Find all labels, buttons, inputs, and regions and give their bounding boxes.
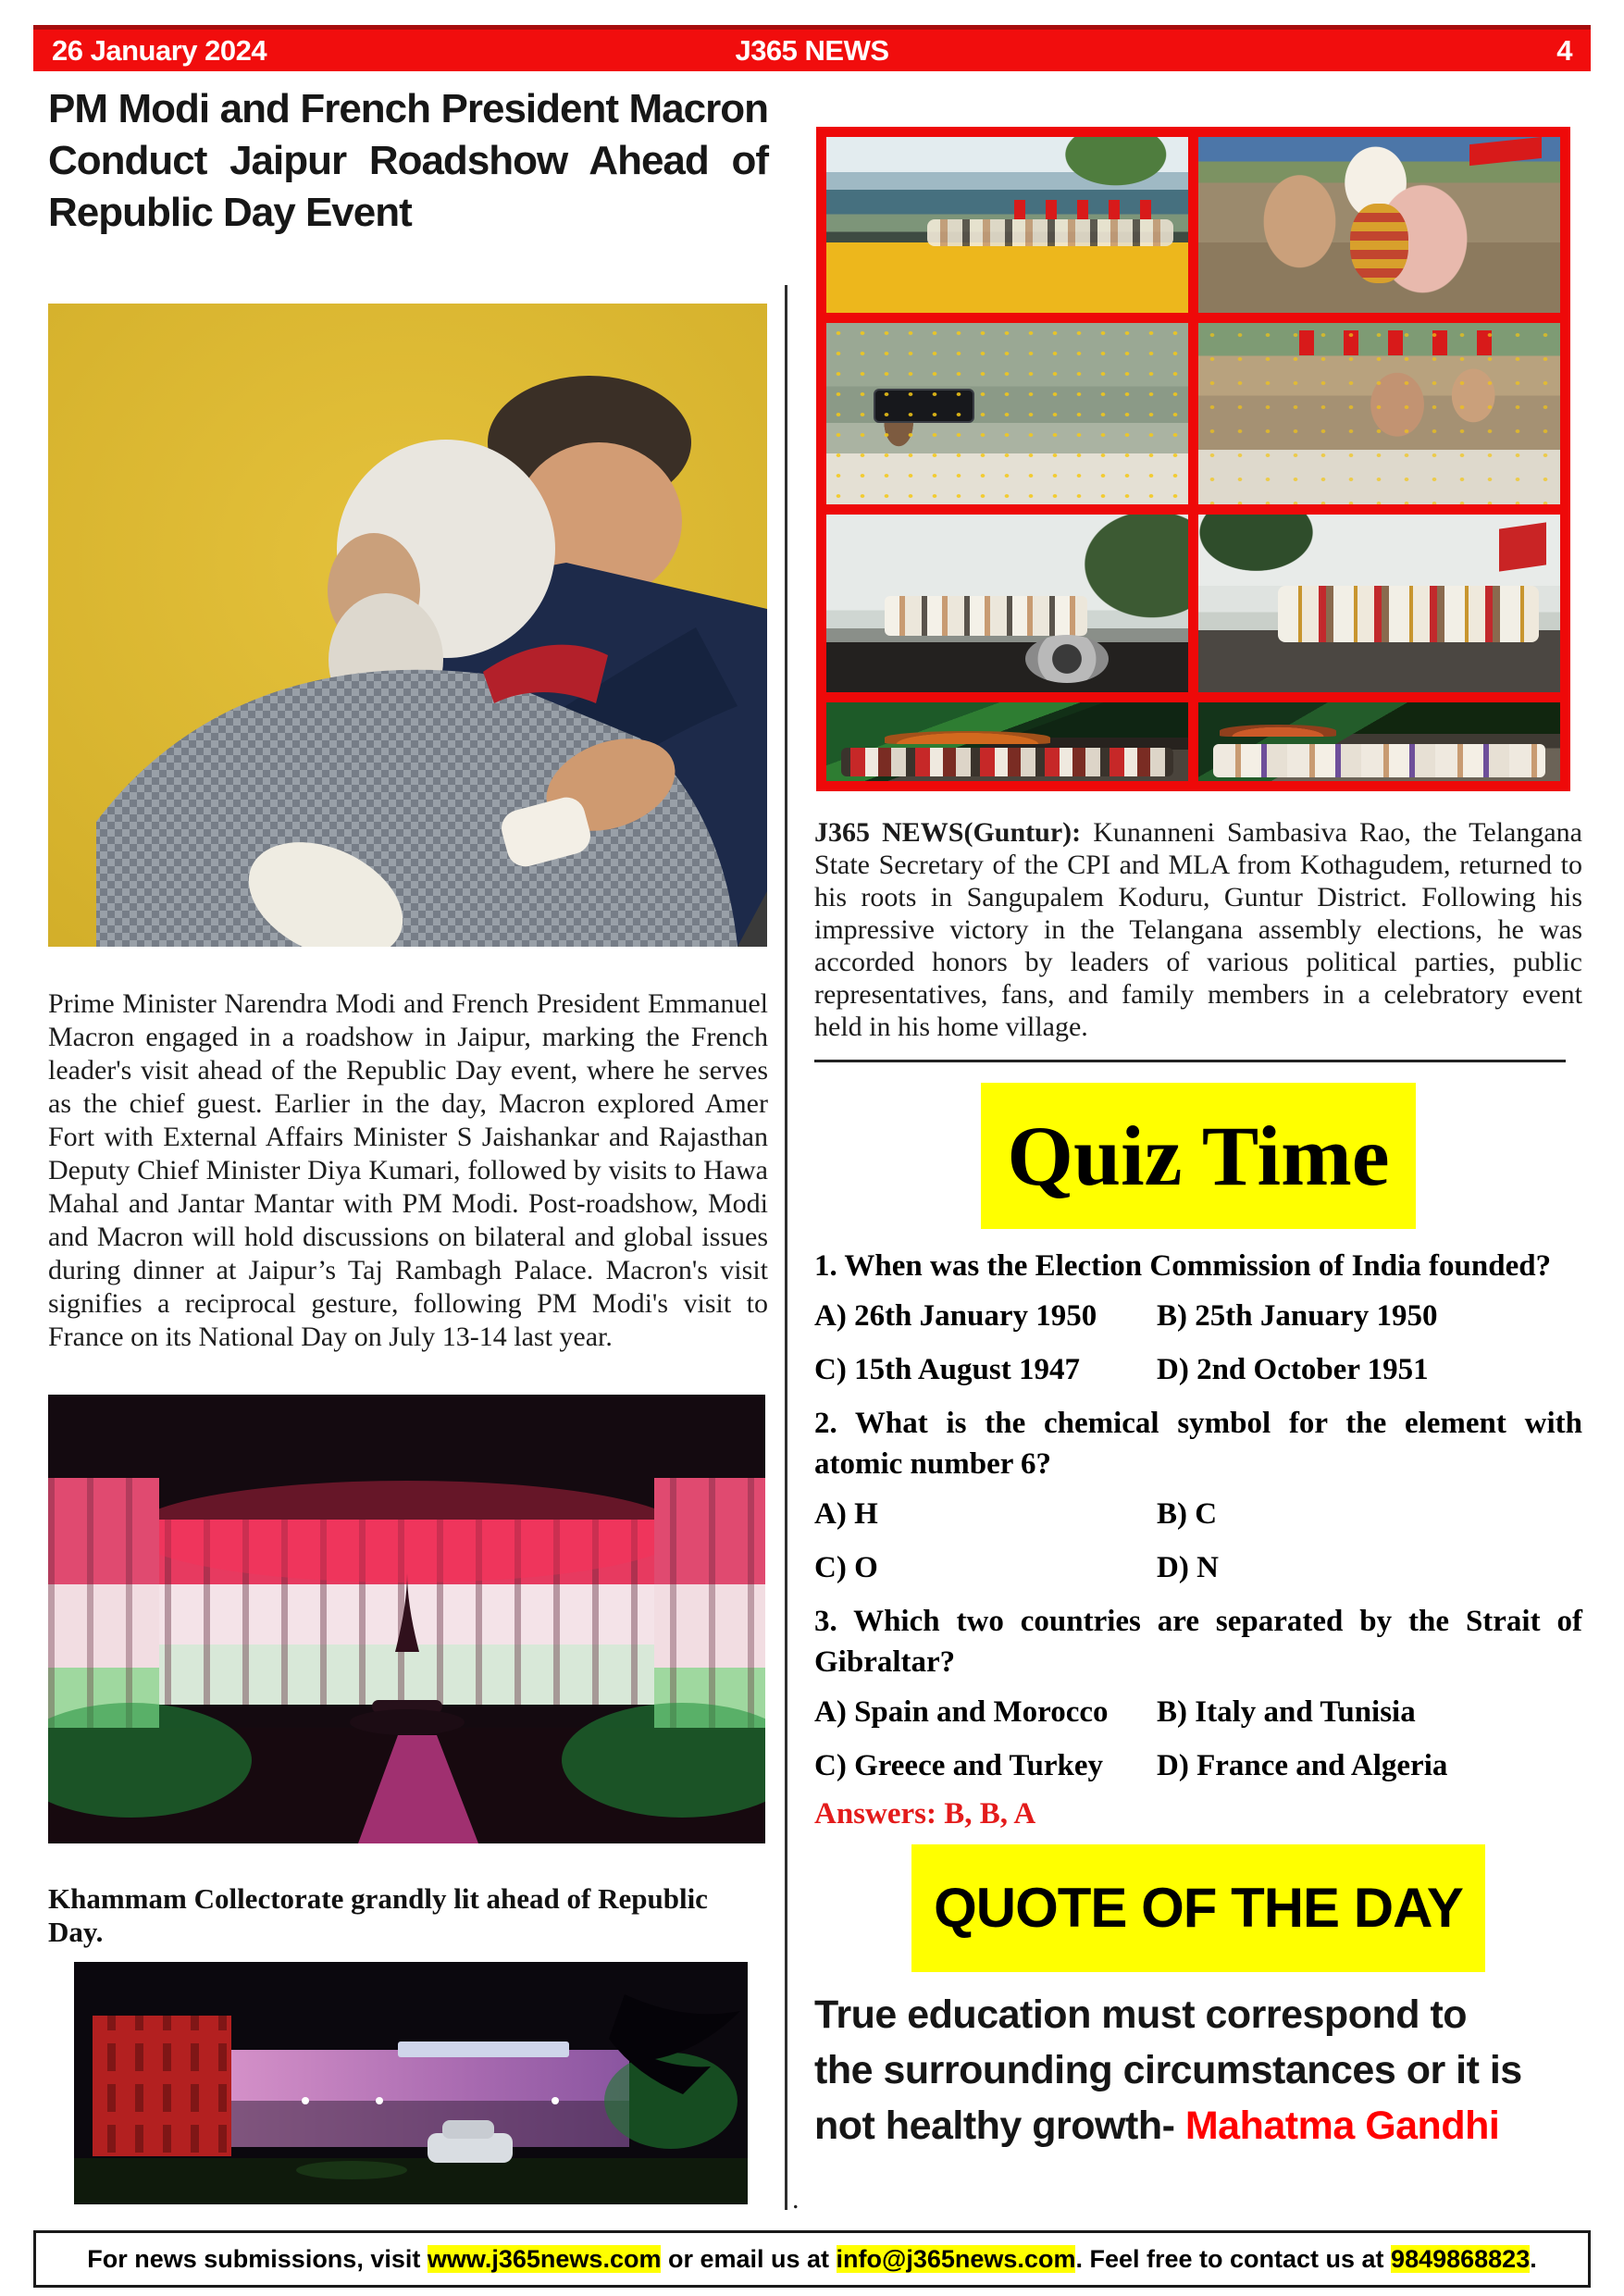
police-complex-illustration (74, 1962, 748, 2204)
quiz-option: B) C (1157, 1497, 1218, 1531)
quiz-question-3-options (814, 1695, 1582, 1782)
quote-author: Mahatma Gandhi (1184, 2104, 1500, 2148)
quote-title-row (814, 1844, 1582, 1972)
quiz-question-2-options (814, 1497, 1582, 1584)
collage-photo-waving-leaders (1198, 515, 1560, 692)
headline-line: Conduct Jaipur Roadshow Ahead of (48, 138, 768, 183)
modi-macron-illustration (48, 304, 767, 947)
khammam-collectorate-photo (48, 1395, 765, 1843)
collectorate-illustration (48, 1395, 765, 1843)
modi-macron-hug-photo (48, 304, 767, 947)
quiz-option: C) 15th August 1947 (814, 1353, 1080, 1386)
footer-contact-bar (33, 2230, 1591, 2288)
news-body: Kunanneni Sambasiva Rao, the Telangana State Secretary of the CPI and MLA from Kothagudem, returned to his roots in Sangupalem Koduru, Guntur District. Following his impressive victory in the Telangana assembly elections, he was accorded honors by leaders of various political parties, public representatives, fans, and family members in a celebratory event held in his home village. (814, 817, 1582, 1042)
lit-building-night-photo (74, 1962, 748, 2204)
footer-end: . (1530, 2244, 1537, 2273)
section-divider-rule (814, 1060, 1566, 1062)
article-body: Prime Minister Narendra Modi and French President Emmanuel Macron engaged in a roadshow in Jaipur, marking the French leader's visit ahead of the Republic Day event, where he serves as the chief guest. Earlier in the day, Macron explored Amer Fort with External Affairs Minister S Jaishankar and Rajasthan Deputy Chief Minister Diya Kumari, followed by visits to Hawa Mahal and Jantar Mantar with PM Modi. Post-roadshow, Modi and Macron will hold discussions on bilateral and global issues during dinner at Jaipur’s Taj Rambagh Palace. Macron's visit signifies a reciprocal gesture, following PM Modi's visit to France on its National Day on July 13-14 last year. (48, 988, 768, 1352)
quiz-option: B) 25th January 1950 (1157, 1299, 1438, 1333)
quote-text (814, 1987, 1582, 2153)
right-column (814, 816, 1582, 2153)
header-date: 26 January 2024 (52, 33, 267, 67)
rally-photo-collage (816, 127, 1570, 791)
collage-photo-garlanding-crowd (1198, 137, 1560, 313)
collage-photo-roadshow-truck (826, 137, 1188, 313)
collage-photo-speakers-vehicle (826, 515, 1188, 692)
quiz-question-3: 3. Which two countries are separated by the Strait of Gibraltar? (814, 1605, 1582, 1679)
quote-line: True education must correspond to (814, 1992, 1468, 2037)
footer-mid1: or email us at (661, 2244, 837, 2273)
footer-pre: For news submissions, visit (87, 2244, 428, 2273)
masthead-title: J365 NEWS (735, 33, 889, 67)
left-column (48, 83, 768, 2204)
news-dateline: J365 NEWS(Guntur): (814, 817, 1082, 848)
collage-photo-stage-tent-left (826, 702, 1188, 781)
quiz-option: D) France and Algeria (1157, 1749, 1448, 1782)
quiz-answers: Answers: B, B, A (814, 1797, 1036, 1831)
footer-mid2: . Feel free to contact us at (1075, 2244, 1392, 2273)
quiz-option: D) N (1157, 1551, 1219, 1584)
quiz-question-1: 1. When was the Election Commission of India founded? (814, 1249, 1552, 1283)
quiz-title: Quiz Time (981, 1083, 1415, 1229)
quiz-question-1-options (814, 1299, 1582, 1386)
headline-line: Republic Day Event (48, 190, 412, 235)
quiz-option: A) Spain and Morocco (814, 1695, 1109, 1729)
photo-caption: Khammam Collectorate grandly lit ahead of Republic Day. (48, 1882, 708, 1948)
quiz-question-2: 2. What is the chemical symbol for the element with atomic number 6? (814, 1407, 1582, 1481)
footer-email: info@j365news.com (836, 2244, 1076, 2273)
quote-line: not healthy growth- (814, 2104, 1185, 2148)
quiz-option: A) 26th January 1950 (814, 1299, 1097, 1333)
quiz-option: A) H (814, 1497, 878, 1531)
column-divider-rule (785, 285, 787, 2210)
stray-period-mark: . (792, 2184, 800, 2215)
quote-of-the-day-title: QUOTE OF THE DAY (911, 1844, 1485, 1972)
collage-photo-phone-petals (826, 323, 1188, 504)
quiz-option: C) Greece and Turkey (814, 1749, 1103, 1782)
footer-phone: 9849868823 (1391, 2244, 1531, 2273)
quiz-title-row (814, 1083, 1582, 1229)
collage-photo-stage-tent-right (1198, 702, 1560, 781)
headline-line: PM Modi and French President Macron (48, 86, 768, 131)
header-bar (33, 25, 1591, 71)
quiz-option: B) Italy and Tunisia (1157, 1695, 1416, 1729)
guntur-news-paragraph (814, 816, 1582, 1043)
page-number: 4 (1556, 33, 1572, 67)
quiz-option: C) O (814, 1551, 878, 1584)
footer-website: www.j365news.com (427, 2244, 662, 2273)
quiz-option: D) 2nd October 1951 (1157, 1353, 1429, 1386)
footer-text (87, 2245, 1536, 2274)
collage-photo-crowd-flags (1198, 323, 1560, 504)
article-headline (48, 83, 768, 239)
quote-line: the surrounding circumstances or it is (814, 2048, 1522, 2092)
